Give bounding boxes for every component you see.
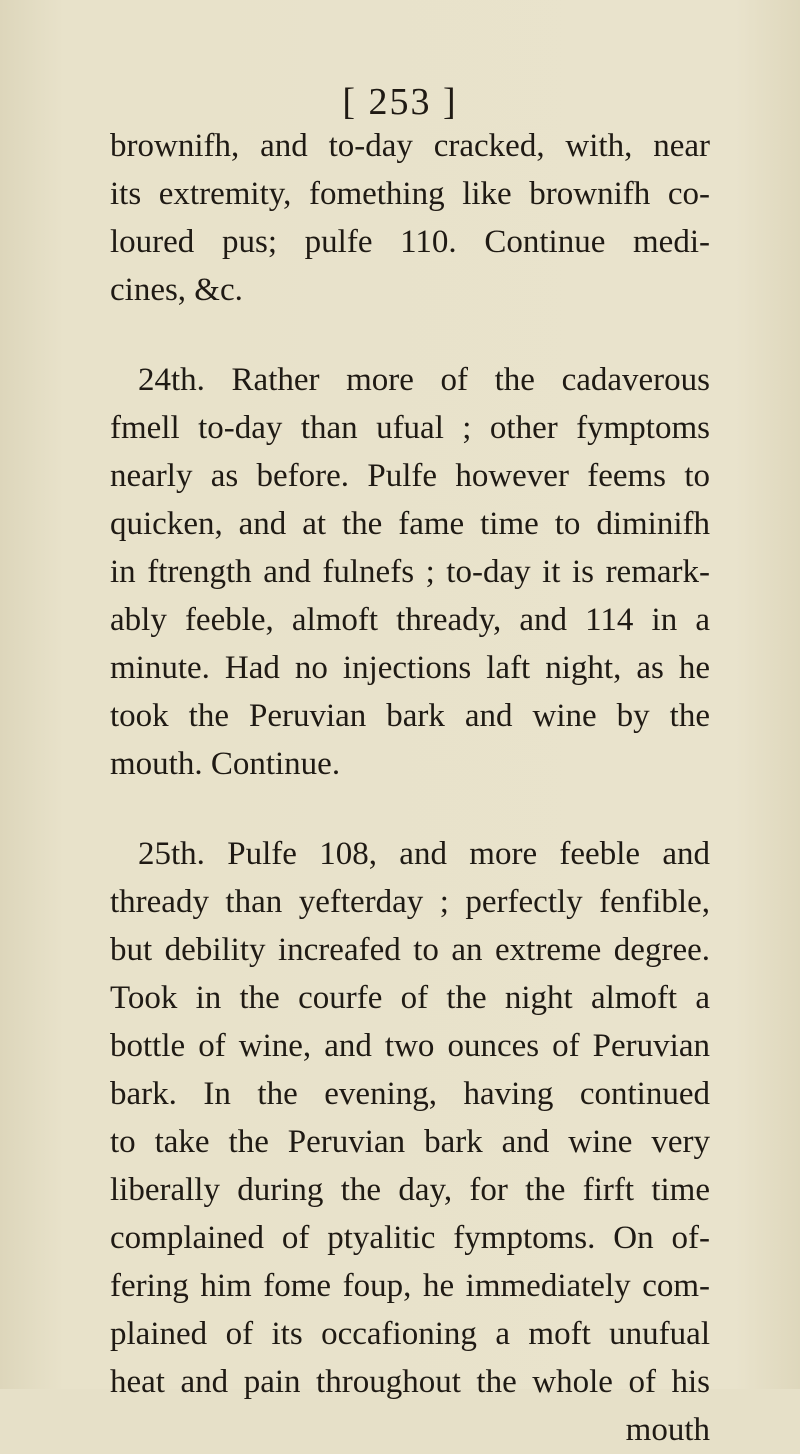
- text-line: heat and pain throughout the whole of his: [110, 1364, 710, 1400]
- page-number-header: [ 253 ]: [342, 81, 458, 123]
- text-line: 24th. Rather more of the cadaverous: [138, 362, 710, 398]
- text-line: cines, &c.: [110, 272, 243, 308]
- catchword: mouth: [625, 1412, 710, 1448]
- paragraph-2: [110, 356, 710, 788]
- text-line: to take the Peruvian bark and wine very: [110, 1124, 710, 1160]
- text-line: mouth. Continue.: [110, 746, 341, 782]
- text-line: thready than yefterday ; perfectly fenfible,: [110, 884, 710, 920]
- text-line: bark. In the evening, having continued: [110, 1076, 710, 1112]
- text-line: 25th. Pulfe 108, and more feeble and: [138, 836, 710, 872]
- text-line: quicken, and at the fame time to diminifh: [110, 506, 710, 542]
- text-line: ably feeble, almoft thready, and 114 in a: [110, 602, 710, 638]
- text-line: brownifh, and to-day cracked, with, near: [110, 128, 710, 164]
- text-line: loured pus; pulfe 110. Continue medi-: [110, 224, 710, 260]
- text-line: complained of ptyalitic fymptoms. On of-: [110, 1220, 710, 1256]
- text-line: Took in the courfe of the night almoft a: [110, 980, 710, 1016]
- page-body: [110, 122, 710, 1454]
- text-line: its extremity, fomething like brownifh co-: [110, 176, 710, 212]
- text-line: fering him fome foup, he immediately com-: [110, 1268, 710, 1304]
- paragraph-1: [110, 122, 710, 314]
- text-line: in ftrength and fulnefs ; to-day it is remark-: [110, 554, 710, 590]
- text-line: but debility increafed to an extreme degree.: [110, 932, 710, 968]
- text-line: nearly as before. Pulfe however feems to: [110, 458, 710, 494]
- paragraph-3: [110, 830, 710, 1406]
- text-line: plained of its occafioning a moft unufual: [110, 1316, 710, 1352]
- text-line: liberally during the day, for the firft time: [110, 1172, 710, 1208]
- text-line: bottle of wine, and two ounces of Peruvian: [110, 1028, 710, 1064]
- text-line: minute. Had no injections laft night, as he: [110, 650, 710, 686]
- text-line: fmell to-day than ufual ; other fymptoms: [110, 410, 710, 446]
- text-line: took the Peruvian bark and wine by the: [110, 698, 710, 734]
